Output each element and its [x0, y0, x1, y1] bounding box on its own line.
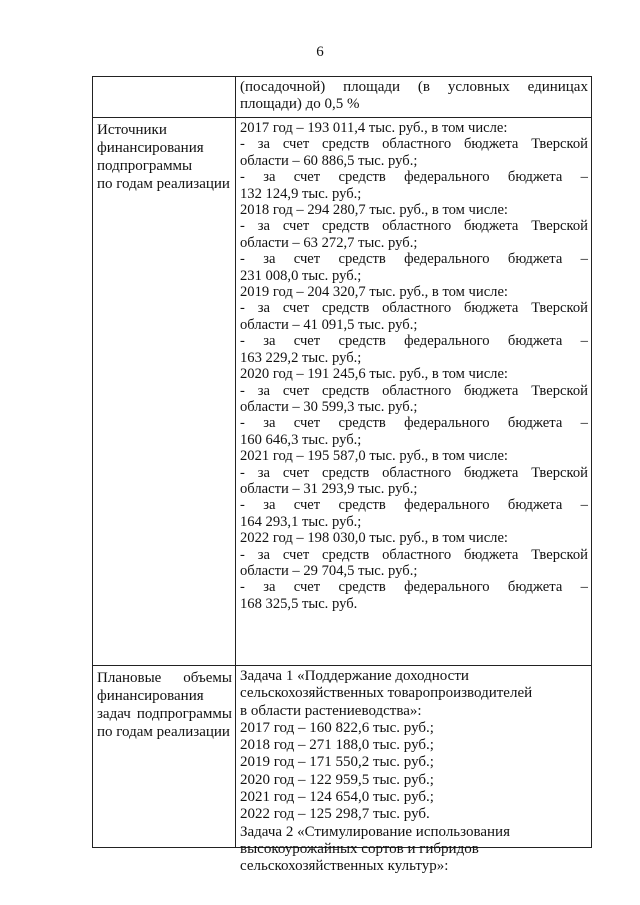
text-segment: - — [240, 382, 245, 399]
text-segment: 132 124,9 тыс. руб.; — [240, 185, 362, 202]
text-line — [240, 465, 588, 481]
text-segment: федерального — [404, 497, 490, 514]
text-line — [240, 186, 588, 202]
text-segment: области – 29 704,5 тыс. руб.; — [240, 562, 418, 579]
text-segment: 2020 год – 122 959,5 тыс. руб.; — [240, 771, 434, 788]
text-line — [240, 563, 588, 579]
table-row — [93, 77, 591, 118]
text-line — [240, 841, 588, 858]
text-line — [240, 284, 588, 300]
text-segment: 168 325,5 тыс. руб. — [240, 595, 358, 612]
text-line — [240, 366, 588, 382]
text-segment: за — [257, 382, 270, 399]
text-line — [240, 79, 588, 96]
text-segment: счет — [293, 169, 321, 186]
text-line — [240, 530, 588, 546]
text-line — [240, 824, 588, 841]
text-segment: средств — [338, 579, 386, 596]
text-segment: бюджета — [463, 300, 519, 317]
text-segment: (посадочной) — [240, 79, 326, 95]
text-line — [240, 806, 588, 823]
text-line — [240, 317, 588, 333]
text-segment: - — [240, 579, 245, 596]
text-segment: Источники — [97, 122, 167, 138]
text-segment: – — [580, 333, 588, 350]
text-segment: счет — [282, 464, 310, 481]
text-segment: 2019 год – 171 550,2 тыс. руб.; — [240, 754, 434, 771]
text-segment: области – 31 293,9 тыс. руб.; — [240, 480, 418, 497]
text-segment: за — [257, 218, 270, 235]
text-line — [240, 858, 588, 875]
text-segment: средств — [338, 415, 386, 432]
text-segment: счет — [293, 415, 321, 432]
text-segment: средств — [322, 464, 370, 481]
text-line — [240, 481, 588, 497]
text-segment: бюджета — [463, 136, 519, 153]
text-line — [240, 218, 588, 234]
text-segment: Плановые — [97, 670, 162, 686]
page-number: 6 — [316, 44, 324, 60]
text-line — [97, 687, 232, 705]
text-segment: – — [580, 251, 588, 268]
text-segment: – — [580, 415, 588, 432]
text-segment: областного — [382, 300, 452, 317]
text-segment: 2021 год – 195 587,0 тыс. руб., в том числе: — [240, 448, 508, 465]
text-segment: за — [257, 464, 270, 481]
text-line — [97, 121, 232, 139]
text-segment: Тверской — [531, 464, 588, 481]
text-line — [240, 514, 588, 530]
text-segment: - — [240, 136, 245, 153]
text-line — [240, 685, 588, 702]
text-segment: за — [263, 497, 276, 514]
text-segment: бюджета — [463, 546, 519, 563]
text-line — [240, 399, 588, 415]
text-segment: за — [263, 333, 276, 350]
text-segment: - — [240, 546, 245, 563]
text-line — [240, 703, 588, 720]
table-row — [93, 666, 591, 875]
text-segment: 231 008,0 тыс. руб.; — [240, 267, 362, 284]
text-segment: области – 41 091,5 тыс. руб.; — [240, 316, 418, 333]
text-line — [97, 723, 232, 741]
text-line — [240, 596, 588, 612]
row-value-cell — [236, 666, 591, 875]
text-line — [240, 202, 588, 218]
text-segment: бюджета — [507, 169, 563, 186]
text-line — [240, 579, 588, 595]
text-segment: за — [263, 169, 276, 186]
text-line — [240, 789, 588, 806]
text-segment: счет — [282, 382, 310, 399]
text-segment: финансирования — [97, 688, 204, 704]
text-line — [240, 120, 588, 136]
text-segment: - — [240, 333, 245, 350]
text-segment: счет — [282, 546, 310, 563]
text-segment: счет — [293, 251, 321, 268]
text-segment: финансирования — [97, 140, 204, 156]
text-segment: - — [240, 251, 245, 268]
cell-text — [240, 668, 588, 876]
text-line — [240, 383, 588, 399]
text-segment: площади) до 0,5 % — [240, 96, 360, 113]
text-segment: (в — [417, 79, 430, 95]
text-segment: подпрограммы — [97, 158, 193, 174]
text-segment: по годам реализации — [97, 724, 230, 740]
text-segment: сельскохозяйственных культур»: — [240, 858, 449, 875]
text-segment: 2020 год – 191 245,6 тыс. руб., в том числе: — [240, 366, 508, 383]
text-segment: средств — [322, 136, 370, 153]
text-segment: средств — [338, 169, 386, 186]
text-line — [240, 754, 588, 771]
text-line — [97, 175, 232, 193]
text-segment: бюджета — [507, 415, 563, 432]
text-segment: средств — [338, 251, 386, 268]
text-segment: Задача 1 «Поддержание доходности — [240, 668, 469, 684]
row-label-cell — [93, 77, 236, 117]
text-segment: - — [240, 169, 245, 186]
text-segment: бюджета — [463, 464, 519, 481]
text-segment: сельскохозяйственных товаропроизводителей — [240, 685, 533, 702]
text-segment: Тверской — [531, 382, 588, 399]
text-segment: бюджета — [507, 497, 563, 514]
text-segment: области – 60 886,5 тыс. руб.; — [240, 152, 418, 169]
text-segment: средств — [322, 218, 370, 235]
text-segment: 2022 год – 198 030,0 тыс. руб., в том числе: — [240, 530, 508, 547]
text-segment: областного — [382, 464, 452, 481]
text-segment: областного — [382, 136, 452, 153]
text-segment: областного — [382, 382, 452, 399]
text-segment: 2018 год – 294 280,7 тыс. руб., в том числе: — [240, 202, 508, 219]
text-segment: счет — [282, 300, 310, 317]
text-segment: за — [257, 300, 270, 317]
cell-text — [240, 79, 588, 114]
text-line — [97, 157, 232, 175]
text-segment: задач — [97, 706, 131, 722]
text-segment: средств — [338, 497, 386, 514]
text-line — [97, 705, 232, 723]
text-line — [97, 669, 232, 687]
text-segment: федерального — [404, 333, 490, 350]
text-segment: средств — [322, 546, 370, 563]
text-segment: федерального — [404, 415, 490, 432]
text-segment: в области растениеводства»: — [240, 702, 422, 719]
text-segment: условных — [447, 79, 510, 95]
text-segment: единицах — [527, 79, 588, 95]
text-segment: 2017 год – 160 822,6 тыс. руб.; — [240, 719, 434, 736]
text-segment: средств — [338, 333, 386, 350]
text-line — [240, 153, 588, 169]
text-segment: за — [257, 546, 270, 563]
text-line — [240, 668, 588, 685]
text-line — [240, 235, 588, 251]
text-line — [240, 432, 588, 448]
text-line — [240, 350, 588, 366]
text-line — [240, 772, 588, 789]
text-segment: за — [263, 251, 276, 268]
text-segment: Тверской — [531, 546, 588, 563]
text-segment: средств — [322, 300, 370, 317]
text-segment: за — [257, 136, 270, 153]
text-segment: за — [263, 415, 276, 432]
text-segment: 164 293,1 тыс. руб.; — [240, 513, 362, 530]
text-segment: Тверской — [531, 300, 588, 317]
row-label-cell — [93, 118, 236, 665]
text-segment: Тверской — [531, 218, 588, 235]
passport-table — [92, 76, 592, 875]
text-line — [240, 737, 588, 754]
text-segment: 2019 год – 204 320,7 тыс. руб., в том числе: — [240, 284, 508, 301]
row-label-cell — [93, 666, 236, 847]
text-segment: подпрограммы — [136, 706, 232, 722]
text-segment: 2021 год – 124 654,0 тыс. руб.; — [240, 789, 434, 806]
text-segment: объемы — [183, 670, 232, 686]
text-line — [240, 720, 588, 737]
text-segment: – — [580, 579, 588, 596]
text-line — [97, 139, 232, 157]
text-line — [240, 268, 588, 284]
text-line — [240, 169, 588, 185]
text-segment: областного — [382, 218, 452, 235]
text-segment: федерального — [404, 579, 490, 596]
text-segment: 2017 год – 193 011,4 тыс. руб., в том числе: — [240, 120, 508, 136]
text-line — [240, 96, 588, 113]
text-line — [240, 251, 588, 267]
text-segment: 160 646,3 тыс. руб.; — [240, 431, 362, 448]
text-segment: – — [580, 169, 588, 186]
text-segment: средств — [322, 382, 370, 399]
text-segment: - — [240, 464, 245, 481]
text-line — [240, 333, 588, 349]
cell-text — [240, 120, 588, 612]
text-segment: Тверской — [531, 136, 588, 153]
row-value-cell — [236, 77, 591, 117]
text-segment: области – 63 272,7 тыс. руб.; — [240, 234, 418, 251]
table-row — [93, 118, 591, 666]
text-segment: области – 30 599,3 тыс. руб.; — [240, 398, 418, 415]
text-segment: высокоурожайных сортов и гибридов — [240, 840, 479, 857]
text-line — [240, 497, 588, 513]
text-segment: бюджета — [507, 251, 563, 268]
text-segment: бюджета — [507, 333, 563, 350]
cell-label-text — [97, 669, 232, 741]
text-segment: 163 229,2 тыс. руб.; — [240, 349, 362, 366]
text-segment: 2022 год – 125 298,7 тыс. руб. — [240, 806, 430, 823]
text-line — [240, 415, 588, 431]
text-segment: - — [240, 415, 245, 432]
text-segment: бюджета — [507, 579, 563, 596]
text-segment: площади — [343, 79, 401, 95]
text-segment: счет — [282, 218, 310, 235]
text-segment: федерального — [404, 169, 490, 186]
text-segment: Задача 2 «Стимулирование использования — [240, 823, 510, 840]
cell-label-text — [97, 121, 232, 193]
text-segment: за — [263, 579, 276, 596]
text-segment: 2018 год – 271 188,0 тыс. руб.; — [240, 737, 434, 754]
text-segment: счет — [282, 136, 310, 153]
text-line — [240, 448, 588, 464]
text-segment: - — [240, 300, 245, 317]
text-line — [240, 547, 588, 563]
row-value-cell — [236, 118, 591, 665]
text-segment: – — [580, 497, 588, 514]
text-line — [240, 300, 588, 316]
text-segment: счет — [293, 333, 321, 350]
text-segment: счет — [293, 579, 321, 596]
text-segment: бюджета — [463, 382, 519, 399]
text-segment: - — [240, 218, 245, 235]
text-segment: - — [240, 497, 245, 514]
text-segment: бюджета — [463, 218, 519, 235]
text-segment: федерального — [404, 251, 490, 268]
text-line — [240, 136, 588, 152]
text-segment: областного — [382, 546, 452, 563]
text-segment: по годам реализации — [97, 176, 230, 192]
text-segment: счет — [293, 497, 321, 514]
